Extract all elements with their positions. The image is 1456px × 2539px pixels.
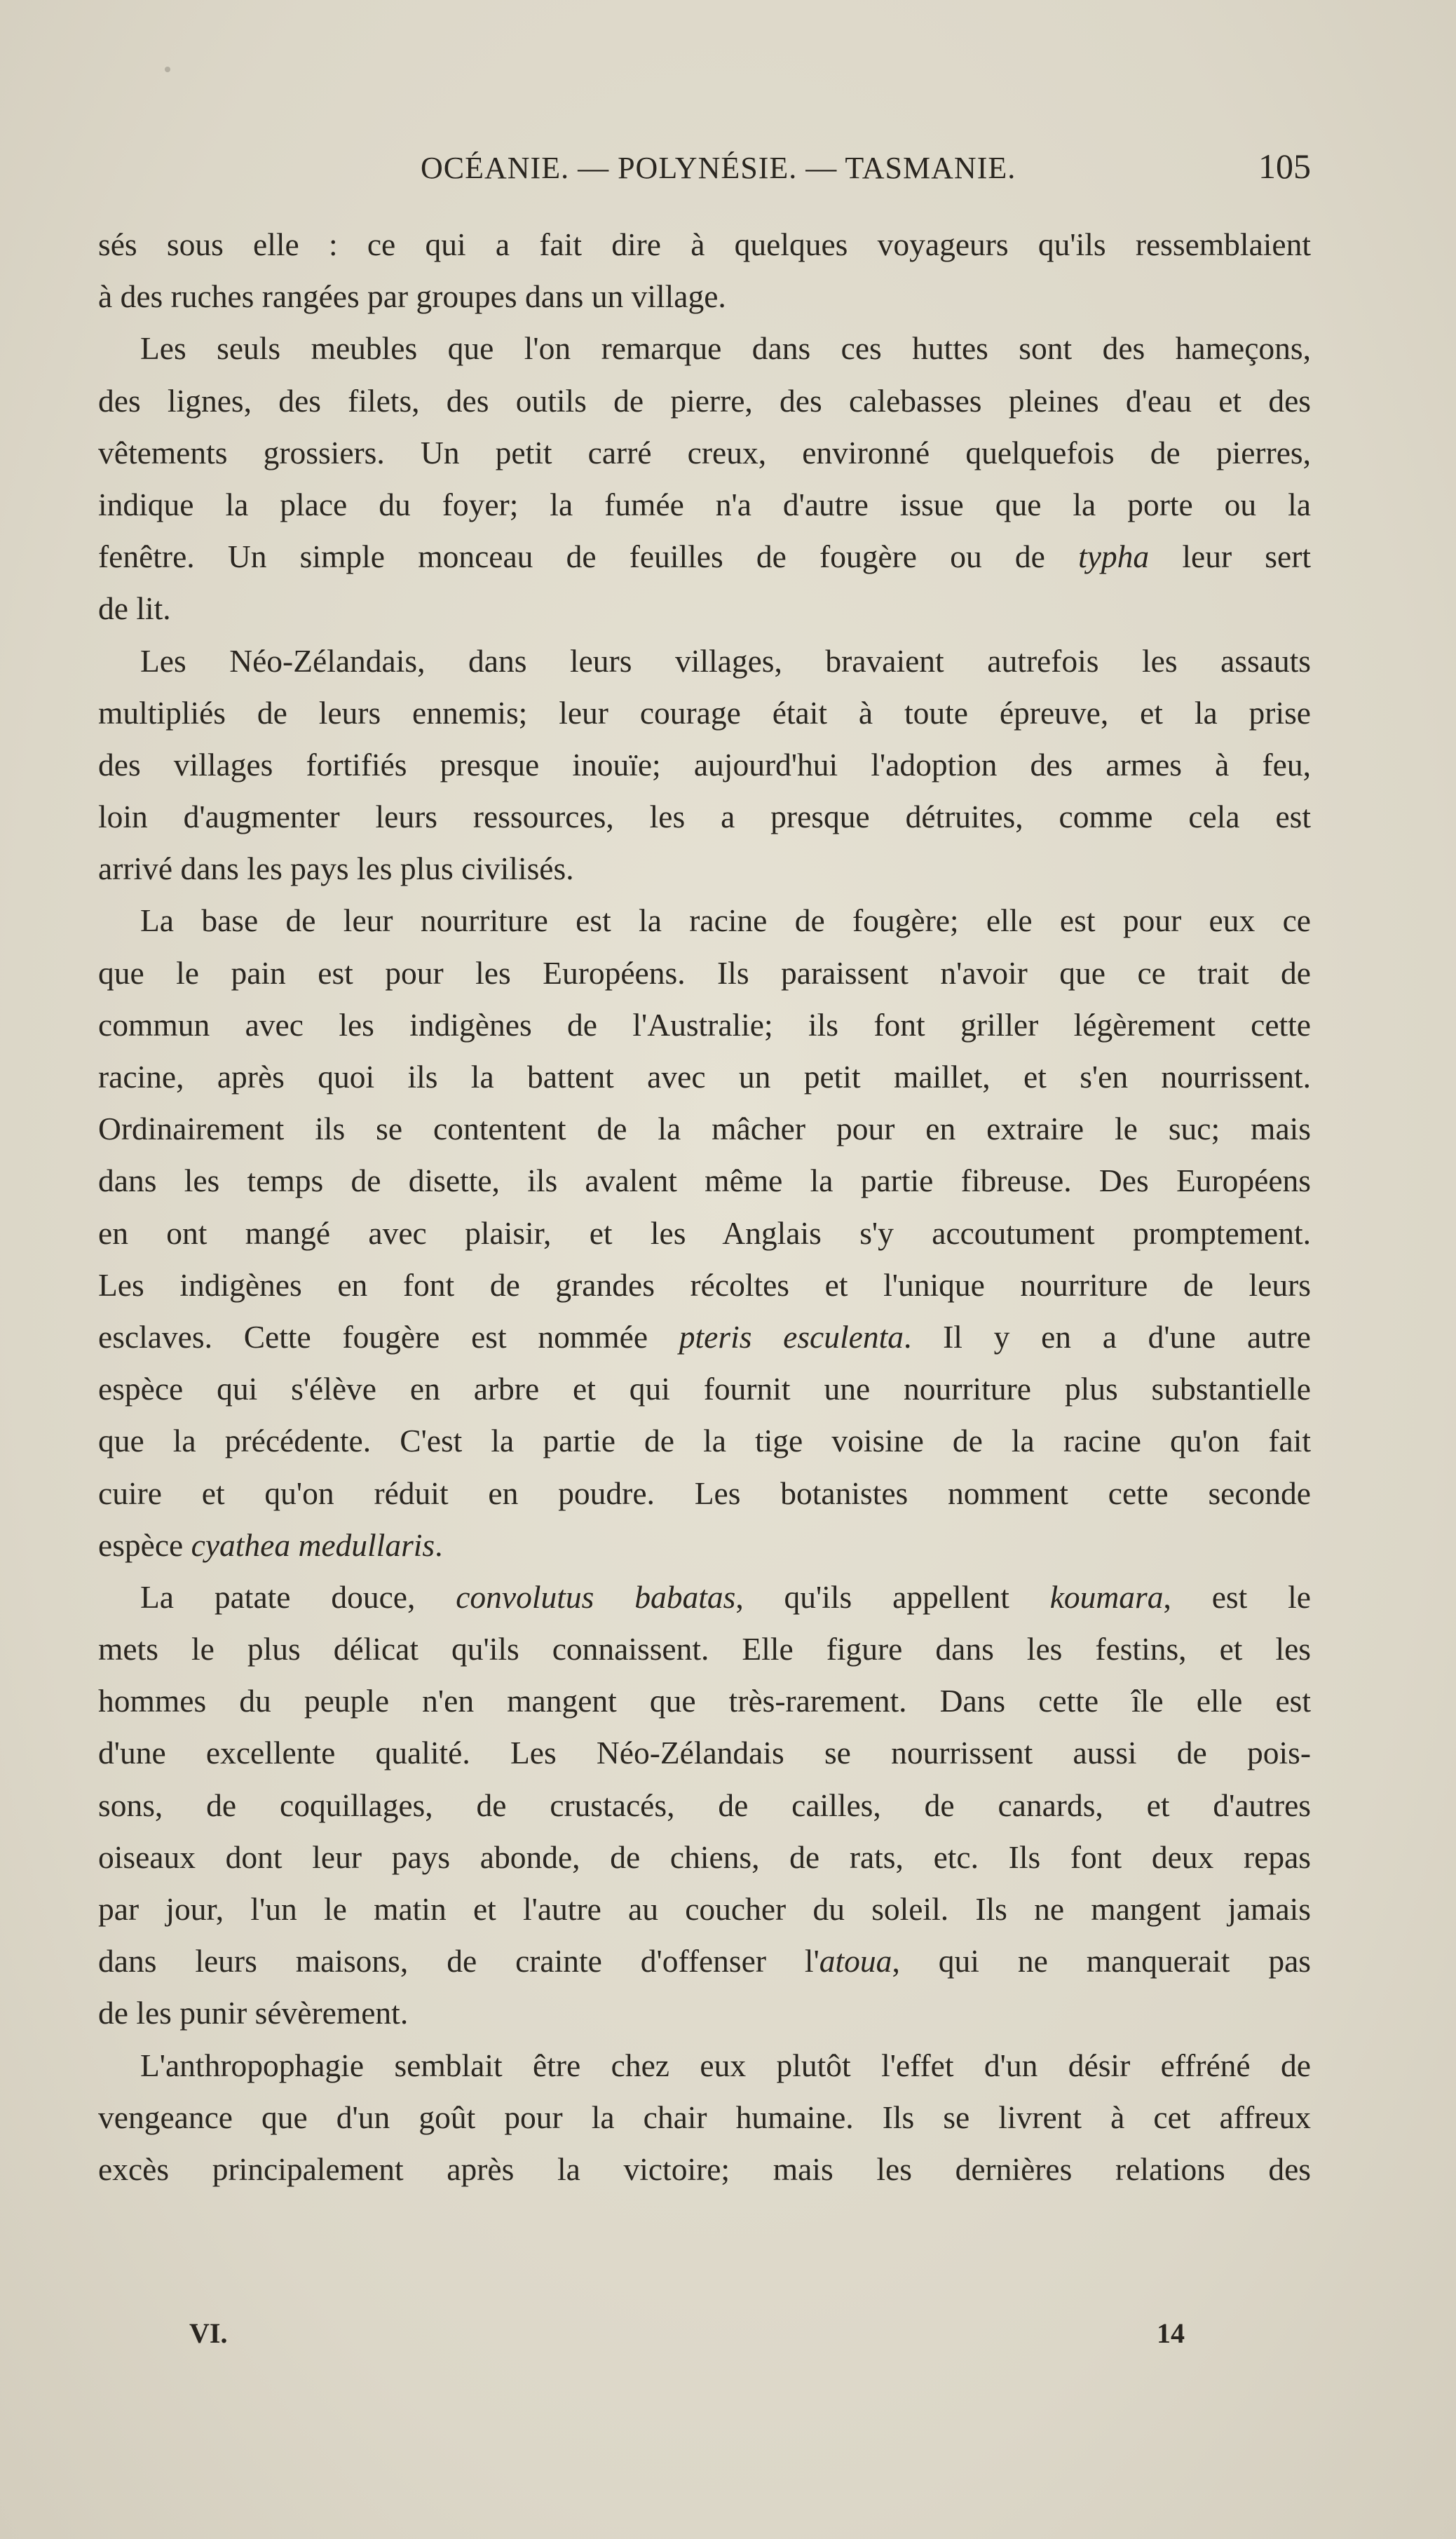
body-text xyxy=(98,219,1311,2195)
text-line: Les indigènes en font de grandes récoltes et l'unique nourriture de leurs xyxy=(98,1266,1311,1303)
text-line: en ont mangé avec plaisir, et les Anglais s'y accoutument promptement. xyxy=(98,1214,1311,1251)
text-line: Les seuls meubles que l'on remarque dans ces huttes sont des hameçons, xyxy=(140,330,1311,367)
text-line: dans leurs maisons, de crainte d'offenser l'atoua, qui ne manquerait pas xyxy=(98,1943,1311,1979)
text-line: racine, après quoi ils la battent avec un petit maillet, et s'en nourrissent. xyxy=(98,1059,1311,1095)
text-line: arrivé dans les pays les plus civilisés. xyxy=(98,851,574,887)
text-line: de lit. xyxy=(98,590,171,627)
text-line: excès principalement après la victoire; mais les dernières relations des xyxy=(98,2151,1311,2187)
text-line: par jour, l'un le matin et l'autre au coucher du soleil. Ils ne mangent jamais xyxy=(98,1891,1311,1927)
text-line: loin d'augmenter leurs ressources, les a presque détruites, comme cela est xyxy=(98,799,1311,835)
text-line: fenêtre. Un simple monceau de feuilles de fougère ou de typha leur sert xyxy=(98,539,1311,575)
text-line: esclaves. Cette fougère est nommée pteris esculenta. Il y en a d'une autre xyxy=(98,1318,1311,1355)
text-line: mets le plus délicat qu'ils connaissent. Elle figure dans les festins, et les xyxy=(98,1631,1311,1667)
text-line: sons, de coquillages, de crustacés, de cailles, de canards, et d'autres xyxy=(98,1787,1311,1823)
text-line: espèce qui s'élève en arbre et qui fournit une nourriture plus substantielle xyxy=(98,1371,1311,1407)
text-line: vêtements grossiers. Un petit carré creux, environné quelquefois de pierres, xyxy=(98,434,1311,470)
text-line: Ordinairement ils se contentent de la mâcher pour en extraire le suc; mais xyxy=(98,1111,1311,1147)
sheet-number: 14 xyxy=(1157,2317,1185,2349)
page-number: 105 xyxy=(1258,147,1311,186)
text-line: que la précédente. C'est la partie de la tige voisine de la racine qu'on fait xyxy=(98,1423,1311,1459)
text-line: sés sous elle : ce qui a fait dire à quelques voyageurs qu'ils ressemblaient xyxy=(98,226,1311,262)
text-line: La base de leur nourriture est la racine de fougère; elle est pour eux ce xyxy=(140,902,1311,939)
text-line: des villages fortifiés presque inouïe; aujourd'hui l'adoption des armes à feu, xyxy=(98,746,1311,783)
text-line: de les punir sévèrement. xyxy=(98,1995,409,2031)
text-line: des lignes, des filets, des outils de pierre, des calebasses pleines d'eau et des xyxy=(98,382,1311,419)
text-line: oiseaux dont leur pays abonde, de chiens, de rats, etc. Ils font deux repas xyxy=(98,1839,1311,1875)
page-header xyxy=(421,147,1311,192)
text-line: La patate douce, convolutus babatas, qu'ils appellent koumara, est le xyxy=(140,1578,1311,1615)
text-line: cuire et qu'on réduit en poudre. Les botanistes nomment cette seconde xyxy=(98,1475,1311,1511)
text-line: vengeance que d'un goût pour la chair humaine. Ils se livrent à cet affreux xyxy=(98,2099,1311,2135)
text-line: hommes du peuple n'en mangent que très-rarement. Dans cette île elle est xyxy=(98,1683,1311,1719)
text-line: commun avec les indigènes de l'Australie; ils font griller légèrement cette xyxy=(98,1006,1311,1043)
paper-speck xyxy=(165,67,170,72)
text-line: espèce cyathea medullaris. xyxy=(98,1526,443,1563)
text-line: multipliés de leurs ennemis; leur courage était à toute épreuve, et la prise xyxy=(98,694,1311,731)
running-head: OCÉANIE. — POLYNÉSIE. — TASMANIE. xyxy=(421,151,1016,185)
text-line: indique la place du foyer; la fumée n'a d'autre issue que la porte ou la xyxy=(98,486,1311,522)
text-line: d'une excellente qualité. Les Néo-Zélandais se nourrissent aussi de pois- xyxy=(98,1735,1311,1771)
text-line: L'anthropophagie semblait être chez eux plutôt l'effet d'un désir effréné de xyxy=(140,2047,1311,2083)
text-line: dans les temps de disette, ils avalent même la partie fibreuse. Des Européens xyxy=(98,1163,1311,1199)
text-line: à des ruches rangées par groupes dans un village. xyxy=(98,278,726,315)
page-footer xyxy=(98,2317,1311,2359)
signature-mark: VI. xyxy=(189,2317,228,2349)
text-line: que le pain est pour les Européens. Ils paraissent n'avoir que ce trait de xyxy=(98,954,1311,991)
text-line: Les Néo-Zélandais, dans leurs villages, bravaient autrefois les assauts xyxy=(140,642,1311,679)
